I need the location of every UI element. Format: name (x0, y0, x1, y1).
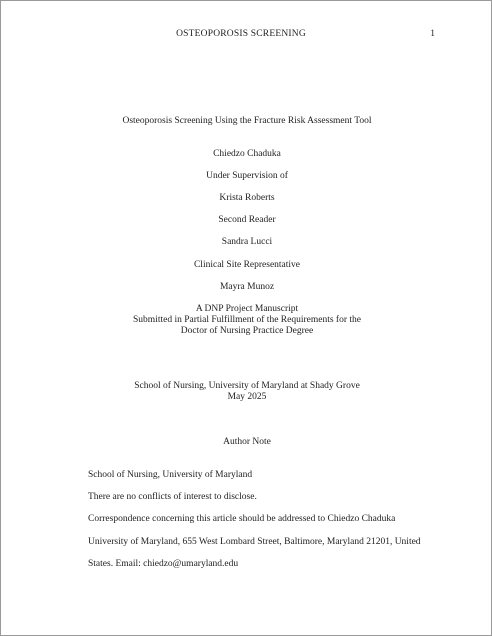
author-name: Chiedzo Chaduka (213, 149, 281, 159)
author-note-line: There are no conflicts of interest to disclose. (88, 492, 257, 502)
manuscript-line-1: A DNP Project Manuscript (195, 304, 299, 314)
second-reader-name: Sandra Lucci (221, 237, 273, 247)
supervision-label: Under Supervision of (206, 171, 288, 181)
page-number: 1 (430, 29, 435, 39)
site-rep-label: Clinical Site Representative (193, 260, 301, 270)
author-note-heading: Author Note (223, 437, 271, 447)
author-note-line: University of Maryland, 655 West Lombard Street, Baltimore, Maryland 21201, United (88, 537, 421, 547)
paper-title: Osteoporosis Screening Using the Fracture Risk Assessment Tool (122, 116, 372, 126)
author-note-line: School of Nursing, University of Maryland (88, 470, 253, 480)
date-line: May 2025 (227, 392, 267, 402)
site-rep-name: Mayra Munoz (219, 282, 275, 292)
supervisor-name: Krista Roberts (219, 193, 275, 203)
second-reader-label: Second Reader (218, 215, 276, 225)
author-note-line: States. Email: chiedzo@umaryland.edu (88, 559, 239, 569)
manuscript-line-2: Submitted in Partial Fulfillment of the Requirements for the (133, 315, 361, 325)
author-note-line: Correspondence concerning this article should be addressed to Chiedzo Chaduka (88, 514, 396, 524)
running-head: OSTEOPOROSIS SCREENING (176, 29, 306, 39)
institution-line: School of Nursing, University of Maryland at Shady Grove (134, 381, 360, 391)
manuscript-line-3: Doctor of Nursing Practice Degree (180, 326, 314, 336)
